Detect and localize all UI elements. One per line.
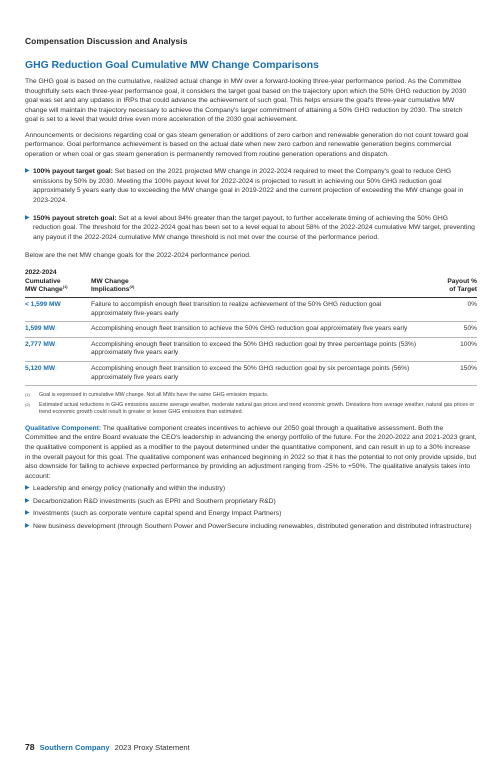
qualitative-lead: Qualitative Component: [25,424,102,432]
mw-change-goals-table [25,269,477,386]
arrow-bullet-icon: ▶ [25,510,30,517]
bullet-lead: 100% payout target goal: [33,168,113,176]
paragraph-goal-performance: Announcements or decisions regarding coal or gas steam generation or additions of zero carbon and renewable generation do not count toward goal performance. Goal performance achievement is based on the actual date when new zero carbon and renewable generation begins commercial operation or when coal or gas steam generation is permanently removed from routine generation operations and dispatch. [25,131,469,158]
bullet-target-goal [25,167,477,205]
implication-text: Accomplishing enough fleet transition to achieve the 50% GHG reduction goal approximately five years early [91,322,417,338]
list-item: ▶ Decarbonization R&D investments (such as EPRI and Southern proprietary R&D) [25,497,276,505]
table-intro: Below are the net MW change goals for the 2022-2024 performance period. [25,252,251,260]
table-header-row [25,269,477,297]
list-item: ▶ Leadership and energy policy (nationally and within the industry) [25,485,226,493]
section-header: Compensation Discussion and Analysis [25,36,188,46]
table-row [25,297,477,321]
implication-text: Accomplishing enough fleet transition to exceed the 50% GHG reduction goal by three percentage points (53%) approximately five years early [91,337,417,361]
arrow-bullet-icon: ▶ [25,485,30,492]
footnote-1: (1) Goal is expressed in cumulative MW change. Not all MWs have the same GHG emission impacts. [25,392,269,399]
mw-value: < 1,599 MW [25,297,91,321]
list-item: ▶ New business development (through Southern Power and PowerSecure including renewables, distributed generation and distributed infrastructure) [25,522,472,530]
page-title: GHG Reduction Goal Cumulative MW Change Comparisons [25,60,319,71]
footnotes [25,392,477,416]
table-row [25,322,477,338]
mw-value: 5,120 MW [25,361,91,385]
bullet-stretch-goal [25,214,477,243]
implication-text: Accomplishing enough fleet transition to exceed the 50% GHG reduction goal by six percentage points (56%) approximately five years early [91,361,417,385]
arrow-bullet-icon: ▶ [25,522,30,529]
table-row [25,337,477,361]
mw-value: 1,599 MW [25,322,91,338]
arrow-bullet-icon: ▶ [25,168,30,175]
payout-value: 150% [417,361,477,385]
qualitative-component-paragraph [25,424,477,481]
footnote-2: (2) Estimated actual reductions in GHG emissions assume average weather, moderate natural gas prices and trend economic growth. Deviations from average weather, natural gas prices or trend economic growth could result in greater or lesser GHG emissions than estimated. [25,402,475,415]
bullet-text: Set based on the 2021 projected MW change in 2022-2024 required to meet the Company's goal to reduce GHG emissions by 50% by 2030. Meeting the 100% payout level for 2022-2024 is projected to result in achieving our 50% GHG reduction goal approximately 5 years early due to exceeding the MW change goal in 2019-2022 and the current projection of exceeding the MW change goal in 2023-2024. [33,168,464,205]
qualitative-text: The qualitative component creates incentives to achieve our 2050 goal through a qualitative assessment. Both the Committee and the entire Board evaluate the CEO's leadership in advancing the energy portfolio of the future. For the 2020-2022 and 2021-2023 grant, the qualitative component is applied as a modifier to the payout determined under the quantitative component, and can result in up to a 30% increase in the overall payout for this goal. The qualitative component was enhanced beginning in 2022 so that it has the potential to not only provide upside, but also downside for failing to achieve expected performance by providing an adjustment ranging from -25% to +50%. The qualitative analysis takes into account: [25,424,477,480]
bullet-lead: 150% payout stretch goal: [33,214,117,222]
mw-value: 2,777 MW [25,337,91,361]
page-footer [25,742,190,752]
payout-value: 100% [417,337,477,361]
header-payout: Payout % of Target [417,269,477,297]
qualitative-list [25,484,477,531]
payout-value: 50% [417,322,477,338]
page-number: 78 [25,742,35,752]
header-implications: MW Change Implications$^{(2)}$ [91,269,417,297]
company-name: Southern Company [39,743,110,752]
header-cumulative-mw: 2022-2024 Cumulative MW Change$^{(1)}$ [25,269,91,297]
document-name: 2023 Proxy Statement [114,743,190,752]
paragraph-goal-basis: The GHG goal is based on the cumulative, realized actual change in MW over a forward-looking three-year performance period. As the Committee thoughtfully sets each three-year performance goal, it considers the target goal based on the trajectory upon which the 50% GHG reduction by 2030 goal was set and any updates in IRPs that could advance the achievement of such goal. This helps ensure the goal's three-year cumulative MW change will maintain the trajectory necessary to achieve the Company's larger commitment of attaining a 50% GHG reduction by 2030. The stretch goal is set to a level that would drive even more acceleration of the 2030 goal achievement. [25,78,467,124]
page-content [25,36,477,531]
list-item: ▶ Investments (such as corporate venture capital spend and Energy Impact Partners) [25,510,282,518]
implication-text: Failure to accomplish enough fleet transition to realize achievement of the 50% GHG reduction goal approximately five-years early [91,297,417,321]
bullet-text: Set at a level about 84% greater than the target payout, to further accelerate timing of achieving the 50% GHG reduction goal. The threshold for the 2022-2024 goal has been set to a level equal to about 58% of the 2022-2024 cumulative MW target, preventing any payout if the 2022-2024 cumulative MW change threshold is not met over the course of the performance period. [33,214,475,241]
arrow-bullet-icon: ▶ [25,497,30,504]
table-row [25,361,477,385]
payout-value: 0% [417,297,477,321]
arrow-bullet-icon: ▶ [25,214,30,221]
